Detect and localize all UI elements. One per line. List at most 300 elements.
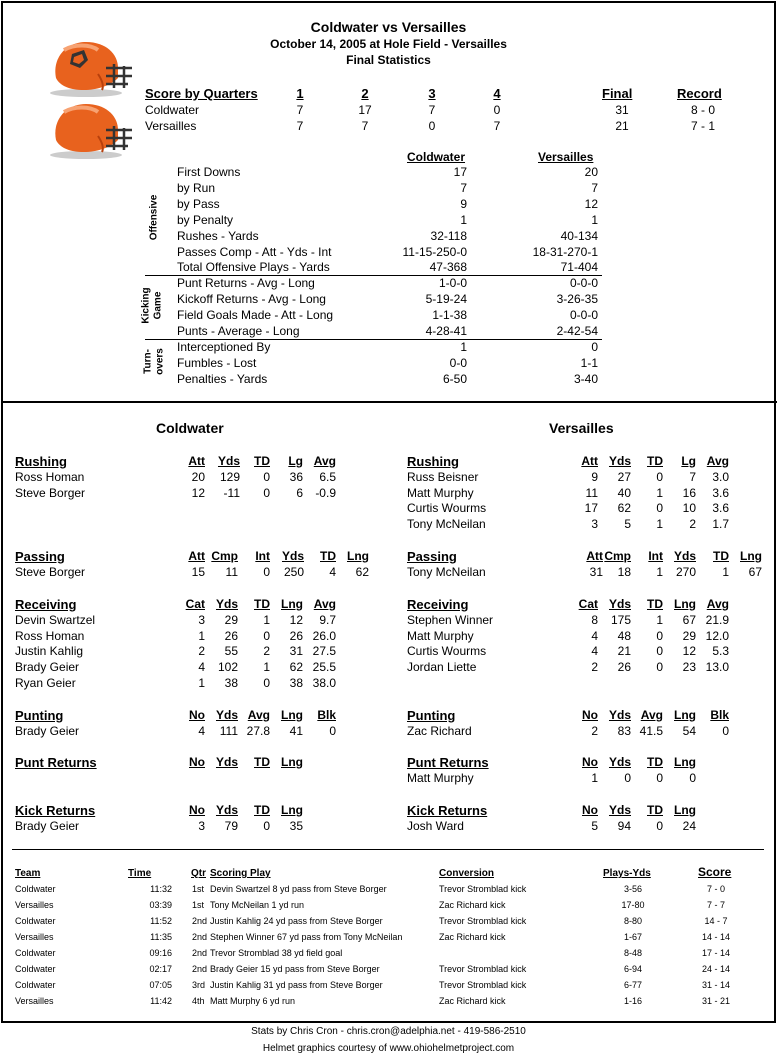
player-stat: 8 bbox=[591, 613, 598, 627]
punting-title: Punting bbox=[15, 708, 64, 723]
player-stat: 67 bbox=[748, 565, 762, 579]
quarter-score: 0 bbox=[428, 119, 436, 133]
scoring-time: 11:35 bbox=[150, 932, 172, 942]
player-name: Matt Murphy bbox=[407, 628, 474, 643]
player-stat: 0 bbox=[263, 675, 270, 690]
player-stat: 6 bbox=[296, 485, 303, 500]
player-stat: 62 bbox=[355, 565, 369, 579]
rushing-col-header: TD bbox=[254, 454, 270, 468]
scoring-team: Versailles bbox=[15, 932, 54, 942]
player-stat: 36 bbox=[289, 470, 303, 484]
group-label-overs: overs bbox=[154, 348, 166, 375]
player-stat: 1 bbox=[198, 628, 205, 643]
passing-col-header: TD bbox=[320, 549, 336, 563]
player-stat: 6.5 bbox=[319, 470, 336, 484]
player-stat: 9 bbox=[591, 470, 598, 484]
player-stat: 41.5 bbox=[639, 724, 663, 738]
player-name: Ryan Geier bbox=[15, 675, 76, 690]
player-stat: 55 bbox=[224, 644, 238, 659]
receiving-title: Receiving bbox=[15, 597, 77, 612]
team-stat-coldwater: 17 bbox=[453, 165, 467, 179]
kick-returns-col-header: Lng bbox=[674, 803, 696, 817]
punt-returns-col-header: TD bbox=[647, 755, 663, 769]
scoring-play: Brady Geier 15 yd pass from Steve Borger bbox=[210, 964, 380, 974]
player-stat: 2 bbox=[263, 644, 270, 659]
punting-col-header: No bbox=[189, 708, 205, 722]
scoring-plays-yds: 6-77 bbox=[623, 980, 642, 990]
scoring-play: Tony McNeilan 1 yd run bbox=[210, 900, 305, 910]
player-stat: 25.5 bbox=[312, 660, 336, 675]
quarter-score: 7 bbox=[296, 119, 304, 133]
team-stat-label: by Pass bbox=[177, 196, 220, 211]
team-stat-label: Punts - Average - Long bbox=[177, 324, 300, 338]
scoring-time: 11:32 bbox=[150, 884, 172, 894]
player-stat: 102 bbox=[217, 660, 238, 675]
quarter-score: 7 bbox=[296, 103, 304, 117]
scoring-time: 09:16 bbox=[149, 948, 172, 958]
player-stat: 41 bbox=[289, 724, 303, 738]
passing-col-header: Int bbox=[648, 549, 663, 563]
player-stat: 12.0 bbox=[705, 628, 729, 643]
player-stat: 0 bbox=[656, 771, 663, 785]
versailles-helmet-icon bbox=[44, 100, 136, 160]
player-stat: 15 bbox=[191, 565, 205, 579]
player-stat: 3.0 bbox=[712, 470, 729, 484]
q4-header: 4 bbox=[493, 86, 501, 101]
player-stat: 24 bbox=[682, 819, 696, 833]
player-stat: 9.7 bbox=[319, 613, 336, 627]
team-stat-label: Interceptioned By bbox=[177, 339, 271, 354]
footer-credit: Stats by Chris Cron - chris.cron@adelphia.net - 419-586-2510 bbox=[251, 1026, 526, 1037]
group-label-offensive: Offensive bbox=[148, 194, 160, 241]
team-stats-col-versailles: Versailles bbox=[538, 150, 594, 164]
player-stat: 27.8 bbox=[246, 724, 270, 738]
player-name: Curtis Wourms bbox=[407, 501, 487, 516]
receiving-col-header: Lng bbox=[674, 597, 696, 611]
rushing-col-header: Lg bbox=[681, 454, 696, 468]
player-stat: 79 bbox=[224, 819, 238, 833]
player-stat: 5 bbox=[591, 819, 598, 833]
group-label-kicking: Kicking bbox=[140, 287, 152, 324]
player-stat: 40 bbox=[617, 485, 631, 500]
scoring-qtr: 2nd bbox=[192, 964, 208, 974]
scoring-qtr: 3rd bbox=[192, 980, 206, 990]
scoring-conversion: Trevor Stromblad kick bbox=[439, 980, 527, 990]
player-name: Zac Richard bbox=[407, 724, 472, 738]
player-stat: 1 bbox=[656, 517, 663, 532]
punt-returns-col-header: Yds bbox=[215, 755, 238, 769]
player-stat: 12 bbox=[191, 485, 205, 500]
player-name: Steve Borger bbox=[15, 565, 86, 579]
quarter-score: 0 bbox=[493, 103, 501, 117]
scoring-conversion: Trevor Stromblad kick bbox=[439, 964, 527, 974]
player-stat: 0 bbox=[263, 819, 270, 833]
receiving-col-header: TD bbox=[647, 597, 663, 611]
player-stat: 17 bbox=[584, 501, 598, 516]
scoring-score: 7 - 0 bbox=[706, 884, 725, 894]
player-stat: 0 bbox=[263, 470, 270, 484]
player-stat: 21.9 bbox=[705, 613, 729, 627]
team-stat-label: First Downs bbox=[177, 165, 241, 179]
player-stat: 4 bbox=[329, 565, 336, 579]
player-stat: 1 bbox=[263, 613, 270, 627]
rushing-title: Rushing bbox=[407, 454, 459, 469]
player-stat: 35 bbox=[289, 819, 303, 833]
player-stat: 4 bbox=[198, 660, 205, 675]
q1-header: 1 bbox=[296, 86, 304, 101]
player-stat: 26.0 bbox=[312, 628, 336, 643]
punt-returns-col-header: TD bbox=[254, 755, 270, 769]
player-stat: 270 bbox=[675, 565, 696, 579]
team-stat-versailles: 1 bbox=[591, 212, 598, 227]
player-name: Brady Geier bbox=[15, 724, 80, 738]
scoring-plays-yds: 8-48 bbox=[623, 948, 642, 958]
team-stat-coldwater: 1-0-0 bbox=[438, 276, 467, 291]
scoring-plays-yds: 8-80 bbox=[623, 916, 642, 926]
left-team-heading: Coldwater bbox=[156, 420, 224, 436]
player-name: Ross Homan bbox=[15, 628, 85, 643]
team-stat-coldwater: 1 bbox=[460, 339, 467, 354]
player-stat: 7 bbox=[689, 470, 696, 484]
player-stat: 3 bbox=[591, 517, 598, 532]
player-stat: 21 bbox=[617, 644, 631, 659]
punt-returns-title: Punt Returns bbox=[407, 755, 489, 770]
player-stat: 2 bbox=[689, 517, 696, 532]
player-stat: 1.7 bbox=[712, 517, 729, 532]
scoring-plays-yds: 3-56 bbox=[623, 884, 642, 894]
scoring-time: 11:52 bbox=[150, 916, 172, 926]
receiving-col-header: Yds bbox=[608, 597, 631, 611]
player-name: Brady Geier bbox=[15, 660, 80, 675]
player-name: Curtis Wourms bbox=[407, 644, 487, 659]
rushing-col-header: Lg bbox=[288, 454, 303, 468]
scoring-plays-yds: 17-80 bbox=[621, 900, 645, 910]
player-name: Brady Geier bbox=[15, 819, 80, 833]
scoring-score: 17 - 14 bbox=[701, 948, 731, 958]
scoring-play: Matt Murphy 6 yd run bbox=[210, 996, 296, 1006]
scoring-time: 11:42 bbox=[150, 996, 172, 1006]
player-stat: 26 bbox=[289, 628, 303, 643]
scoring-header-play: Scoring Play bbox=[210, 868, 271, 879]
player-name: Tony McNeilan bbox=[407, 517, 486, 532]
scoring-team: Coldwater bbox=[15, 916, 56, 926]
player-stat: 1 bbox=[656, 485, 663, 500]
passing-col-header: Int bbox=[255, 549, 270, 563]
punting-col-header: Avg bbox=[247, 708, 270, 722]
receiving-col-header: Avg bbox=[313, 597, 336, 611]
team-stat-label: Total Offensive Plays - Yards bbox=[177, 260, 330, 275]
player-name: Josh Ward bbox=[407, 819, 464, 833]
rushing-col-header: Att bbox=[188, 454, 205, 468]
player-stat: -11 bbox=[223, 485, 240, 500]
kick-returns-col-header: Yds bbox=[608, 803, 631, 817]
scoring-conversion: Trevor Stromblad kick bbox=[439, 916, 527, 926]
rushing-col-header: Att bbox=[581, 454, 598, 468]
scoring-plays-yds: 1-16 bbox=[623, 996, 642, 1006]
passing-col-header: TD bbox=[713, 549, 729, 563]
player-stat: 94 bbox=[617, 819, 631, 833]
team-stat-versailles: 0 bbox=[591, 339, 598, 354]
kick-returns-col-header: No bbox=[189, 803, 205, 817]
player-name: Russ Beisner bbox=[407, 470, 479, 484]
team-stat-label: Fumbles - Lost bbox=[177, 355, 257, 370]
player-stat: 1 bbox=[722, 565, 729, 579]
team-stat-coldwater: 6-50 bbox=[442, 371, 467, 386]
player-stat: 1 bbox=[198, 675, 205, 690]
team-stat-versailles: 2-42-54 bbox=[556, 324, 598, 338]
rushing-title: Rushing bbox=[15, 454, 67, 469]
player-stat: 129 bbox=[219, 470, 240, 484]
punt-returns-col-header: No bbox=[189, 755, 205, 769]
player-stat: 0 bbox=[656, 660, 663, 675]
punting-col-header: Blk bbox=[710, 708, 729, 722]
passing-col-header: Att bbox=[188, 549, 205, 563]
scoring-time: 07:05 bbox=[149, 980, 172, 990]
passing-title: Passing bbox=[15, 549, 65, 564]
player-stat: 29 bbox=[224, 613, 238, 627]
final-header: Final bbox=[602, 86, 633, 101]
team-stat-versailles: 7 bbox=[591, 180, 598, 195]
group-label-turn: Turn- bbox=[142, 349, 154, 374]
player-stat: 83 bbox=[617, 724, 631, 738]
team-stat-versailles: 20 bbox=[584, 165, 598, 179]
scoring-team: Versailles bbox=[15, 900, 54, 910]
player-stat: 4 bbox=[198, 724, 205, 738]
scoring-qtr: 2nd bbox=[192, 932, 208, 942]
player-stat: 62 bbox=[289, 660, 303, 675]
player-name: Stephen Winner bbox=[407, 613, 494, 627]
punting-col-header: Lng bbox=[674, 708, 696, 722]
player-stat: 0 bbox=[656, 470, 663, 484]
player-stat: 67 bbox=[682, 613, 696, 627]
player-stat: 4 bbox=[591, 628, 598, 643]
team-stat-coldwater: 32-118 bbox=[430, 228, 467, 243]
player-stat: 0 bbox=[263, 565, 270, 579]
team-stat-label: Passes Comp - Att - Yds - Int bbox=[177, 244, 332, 259]
punting-col-header: Blk bbox=[317, 708, 336, 722]
rushing-col-header: Yds bbox=[608, 454, 631, 468]
player-name: Devin Swartzel bbox=[15, 613, 96, 627]
punting-col-header: Yds bbox=[215, 708, 238, 722]
punt-returns-col-header: Lng bbox=[674, 755, 696, 769]
punting-col-header: No bbox=[582, 708, 598, 722]
kick-returns-title: Kick Returns bbox=[407, 803, 488, 818]
kick-returns-col-header: No bbox=[582, 803, 598, 817]
scoring-header-conversion: Conversion bbox=[439, 868, 495, 879]
team-stat-versailles: 12 bbox=[584, 196, 598, 211]
player-stat: 18 bbox=[617, 565, 631, 579]
player-stat: 0 bbox=[329, 724, 336, 738]
team-stat-versailles: 0-0-0 bbox=[569, 276, 598, 291]
scoring-play: Trevor Stromblad 38 yd field goal bbox=[210, 948, 343, 958]
team-stat-label: Kickoff Returns - Avg - Long bbox=[177, 292, 326, 307]
scoring-qtr: 4th bbox=[192, 996, 205, 1006]
player-stat: 26 bbox=[617, 660, 631, 675]
scoring-team: Versailles bbox=[15, 996, 54, 1006]
rushing-col-header: Avg bbox=[706, 454, 729, 468]
team-stat-versailles: 71-404 bbox=[560, 260, 598, 275]
scoring-team: Coldwater bbox=[15, 884, 56, 894]
scoring-header-team: Team bbox=[15, 868, 41, 879]
team-record: 7 - 1 bbox=[690, 119, 715, 133]
scoring-score: 31 - 21 bbox=[701, 996, 731, 1006]
scoring-team: Coldwater bbox=[15, 964, 56, 974]
quarters-header: Score by Quarters bbox=[145, 86, 258, 101]
player-stat: 3.6 bbox=[712, 485, 729, 500]
scoring-team: Coldwater bbox=[15, 980, 56, 990]
scoring-time: 02:17 bbox=[149, 964, 172, 974]
player-stat: 27.5 bbox=[312, 644, 336, 659]
player-stat: 31 bbox=[589, 565, 603, 579]
scoring-score: 24 - 14 bbox=[701, 964, 731, 974]
quarter-score: 17 bbox=[358, 103, 372, 117]
team-stat-versailles: 18-31-270-1 bbox=[532, 244, 598, 259]
player-stat: 0 bbox=[263, 485, 270, 500]
passing-title: Passing bbox=[407, 549, 457, 564]
team-stat-coldwater: 1-1-38 bbox=[432, 308, 467, 323]
q2-header: 2 bbox=[361, 86, 369, 101]
scoring-conversion: Trevor Stromblad kick bbox=[439, 884, 527, 894]
player-stat: 3 bbox=[198, 613, 205, 627]
page-title: Coldwater vs Versailles bbox=[310, 19, 467, 35]
page-subtitle-2: Final Statistics bbox=[346, 53, 431, 67]
player-name: Justin Kahlig bbox=[15, 644, 84, 659]
player-stat: 12 bbox=[682, 644, 696, 659]
final-score: 21 bbox=[615, 119, 629, 133]
punting-col-header: Lng bbox=[281, 708, 303, 722]
quarter-score: 7 bbox=[493, 119, 501, 133]
scoring-plays-yds: 1-67 bbox=[623, 932, 642, 942]
scoring-header-time: Time bbox=[128, 868, 152, 879]
passing-col-header: Lng bbox=[347, 549, 369, 563]
scoring-qtr: 2nd bbox=[192, 948, 208, 958]
team-stats-col-coldwater: Coldwater bbox=[407, 150, 466, 164]
quarter-score: 7 bbox=[428, 103, 436, 117]
player-stat: 13.0 bbox=[705, 660, 729, 675]
scoring-score: 7 - 7 bbox=[706, 900, 725, 910]
punting-col-header: Yds bbox=[608, 708, 631, 722]
player-stat: 4 bbox=[591, 644, 598, 659]
scoring-conversion: Zac Richard kick bbox=[439, 900, 506, 910]
player-stat: 48 bbox=[617, 628, 631, 643]
kick-returns-col-header: TD bbox=[254, 803, 270, 817]
scoring-time: 03:39 bbox=[149, 900, 172, 910]
player-stat: 250 bbox=[283, 565, 304, 579]
player-stat: 54 bbox=[682, 724, 696, 738]
scoring-play: Devin Swartzel 8 yd pass from Steve Borger bbox=[210, 884, 387, 894]
team-stat-versailles: 3-26-35 bbox=[556, 292, 598, 307]
team-stat-coldwater: 0-0 bbox=[449, 355, 467, 370]
team-stat-label: Field Goals Made - Att - Long bbox=[177, 308, 334, 323]
scoring-play: Stephen Winner 67 yd pass from Tony McNeilan bbox=[210, 932, 403, 942]
passing-col-header: Cmp bbox=[604, 549, 631, 563]
receiving-col-header: Yds bbox=[215, 597, 238, 611]
final-score: 31 bbox=[615, 103, 629, 117]
scoring-team: Coldwater bbox=[15, 948, 56, 958]
player-stat: 11 bbox=[585, 485, 598, 500]
team-stat-versailles: 40-134 bbox=[560, 228, 598, 243]
scoring-play: Justin Kahlig 24 yd pass from Steve Borger bbox=[210, 916, 383, 926]
passing-col-header: Att bbox=[586, 549, 603, 563]
scoring-play: Justin Kahlig 31 yd pass from Steve Borger bbox=[210, 980, 383, 990]
player-stat: 175 bbox=[610, 613, 631, 627]
passing-col-header: Lng bbox=[740, 549, 762, 563]
punting-col-header: Avg bbox=[640, 708, 663, 722]
receiving-col-header: Avg bbox=[706, 597, 729, 611]
player-stat: 2 bbox=[198, 644, 205, 659]
quarter-score: 7 bbox=[361, 119, 369, 133]
rushing-col-header: Yds bbox=[217, 454, 240, 468]
player-stat: 62 bbox=[617, 501, 631, 516]
player-stat: 0 bbox=[689, 771, 696, 785]
record-header: Record bbox=[677, 86, 722, 101]
player-stat: 12 bbox=[289, 613, 303, 627]
receiving-title: Receiving bbox=[407, 597, 469, 612]
scoring-qtr: 2nd bbox=[192, 916, 208, 926]
punting-title: Punting bbox=[407, 708, 456, 723]
passing-col-header: Cmp bbox=[211, 549, 238, 563]
player-stat: 38 bbox=[224, 675, 238, 690]
kick-returns-col-header: Lng bbox=[281, 803, 303, 817]
player-stat: 16 bbox=[682, 485, 696, 500]
team-record: 8 - 0 bbox=[690, 103, 715, 117]
player-stat: 38 bbox=[289, 675, 303, 690]
player-stat: 0 bbox=[656, 501, 663, 516]
player-stat: 5 bbox=[624, 517, 631, 532]
kick-returns-col-header: TD bbox=[647, 803, 663, 817]
team-stat-coldwater: 9 bbox=[460, 196, 467, 211]
scoring-score: 31 - 14 bbox=[701, 980, 731, 990]
scoring-conversion: Zac Richard kick bbox=[439, 932, 506, 942]
right-team-heading: Versailles bbox=[549, 420, 614, 436]
punt-returns-title: Punt Returns bbox=[15, 755, 97, 770]
scoring-header-plays: Plays-Yds bbox=[603, 868, 651, 879]
rushing-col-header: Avg bbox=[313, 454, 336, 468]
team-stat-coldwater: 7 bbox=[460, 180, 467, 195]
passing-col-header: Yds bbox=[673, 549, 696, 563]
player-name: Matt Murphy bbox=[407, 485, 474, 500]
kick-returns-col-header: Yds bbox=[215, 803, 238, 817]
coldwater-helmet-icon bbox=[44, 38, 136, 98]
player-stat: 29 bbox=[682, 628, 696, 643]
receiving-col-header: Lng bbox=[281, 597, 303, 611]
team-stat-versailles: 1-1 bbox=[580, 355, 598, 370]
team-stat-label: Punt Returns - Avg - Long bbox=[177, 276, 315, 291]
punt-returns-col-header: No bbox=[582, 755, 598, 769]
player-stat: 31 bbox=[289, 644, 303, 659]
player-stat: 2 bbox=[591, 660, 598, 675]
player-stat: 0 bbox=[656, 819, 663, 833]
team-stat-label: Rushes - Yards bbox=[177, 228, 259, 243]
player-name: Ross Homan bbox=[15, 470, 85, 484]
player-stat: 0 bbox=[624, 771, 631, 785]
scoring-score: 14 - 7 bbox=[704, 916, 728, 926]
section-divider bbox=[3, 401, 777, 403]
player-name: Steve Borger bbox=[15, 485, 86, 500]
team-stat-coldwater: 1 bbox=[460, 212, 467, 227]
team-stat-label: Penalties - Yards bbox=[177, 371, 268, 386]
punt-returns-col-header: Lng bbox=[281, 755, 303, 769]
player-stat: 38.0 bbox=[312, 675, 336, 690]
team-stat-versailles: 3-40 bbox=[573, 371, 598, 386]
player-stat: 11 bbox=[225, 565, 238, 579]
player-stat: 0 bbox=[656, 628, 663, 643]
player-stat: 0 bbox=[656, 644, 663, 659]
team-stat-coldwater: 5-19-24 bbox=[425, 292, 467, 307]
footer-helmet-credit: Helmet graphics courtesy of www.ohiohelmetproject.com bbox=[262, 1043, 515, 1054]
player-stat: 1 bbox=[656, 565, 663, 579]
player-stat: 2 bbox=[591, 724, 598, 738]
